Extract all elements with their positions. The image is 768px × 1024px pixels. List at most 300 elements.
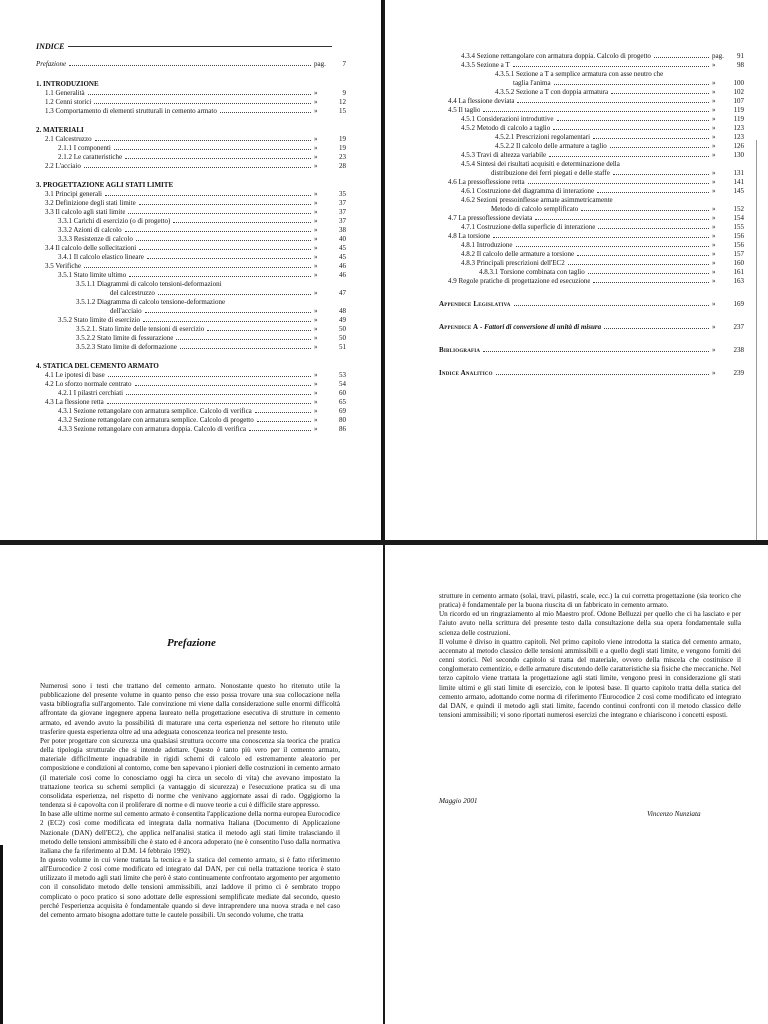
- toc-entry-num: 3.5.2.3: [76, 343, 96, 351]
- toc-entry[interactable]: [36, 107, 346, 116]
- toc-entry-title: Metodo di calcolo a taglio: [476, 124, 551, 132]
- preface-paragraph: strutture in cemento armato (solai, travi, pilastri, scale, ecc.) la cui corretta progettazione (sia teorico che pratica) è fondamentale per la buona riuscita di un fabbricato in cemento armato.: [439, 592, 741, 610]
- toc-entry[interactable]: [439, 214, 744, 223]
- toc-entry-num: 3.3: [45, 208, 54, 216]
- preface-paragraph: In questo volume in cui viene trattata la tecnica e la statica del cemento armato, si è fatto riferimento all'Eurocodice 2 così come modificato ed integrato dal DAN, per cui nella trattazione teorica è stato utilizzato il metodo agli stati limite che però è stato continuamente confrontato argomento per argomento con il consolidato metodo delle tensioni ammissibili, anzi laddove il primo ci è sembrato troppo complicato o poco pratico si sono adottate delle espressioni semplificate mediate dal secondo, questo perché l'esperienza acquisita è fondamentale quando si deve intraprendere una nuova strada e nel caso del cemento armato bisogna adottare tutte le cautele possibili. Un secondo volume, che tratta: [40, 855, 340, 919]
- toc-page-sign: »: [314, 144, 318, 152]
- toc-page-number: 7: [342, 60, 346, 68]
- toc-entry[interactable]: [36, 298, 346, 307]
- toc-entry-title: Lo sforzo normale centrato: [55, 380, 132, 388]
- toc-entry-num: 4.3.2: [58, 416, 72, 424]
- toc-entry-title: Sezione a T: [476, 61, 510, 69]
- toc-leader: [69, 65, 311, 66]
- toc-page-sign: »: [314, 334, 318, 342]
- toc-entry-title: Stato limite ultimo: [73, 271, 127, 279]
- toc-entry-title: Resistenze di calcolo: [73, 235, 133, 243]
- toc-leader: [553, 129, 709, 130]
- toc-entry[interactable]: [36, 235, 346, 244]
- toc-page-sign: »: [314, 244, 318, 252]
- toc-entry-title-2: distribuzione dei ferri piegati e delle staffe: [491, 169, 610, 177]
- toc-entry-num: 4.9: [448, 277, 457, 285]
- toc-leader: [588, 273, 709, 274]
- toc-leader: [513, 66, 709, 67]
- toc-page-number: 47: [339, 289, 346, 297]
- toc-leader: [604, 328, 709, 329]
- toc-entry-title: Diagrammi di calcolo tensioni-deformazioni: [97, 280, 222, 288]
- toc-page-number: 51: [339, 343, 346, 351]
- toc-entry[interactable]: [36, 262, 346, 271]
- toc-chapter-title[interactable]: 3. PROGETTAZIONE AGLI STATI LIMITE: [36, 181, 174, 189]
- index-heading-text: INDICE: [36, 42, 65, 51]
- toc-leader: [129, 276, 311, 277]
- preface-paragraph: In base alle ultime norme sul cemento armato è consentita l'applicazione della norma europea Eurocodice 2 (EC2) così come modificata ed integrata dalla normativa Italiana (Documento di Applicazione Nazionale (DAN) dell'EC2), che applica nell'analisi statica il metodo agli stati limite tralasciando il metodo delle tensioni ammissibili che è stato ed è ancora adoperato (ne è consentito l'uso dalla normativa italiana che fa riferimento al D.M. 14 febbraio 1992).: [40, 810, 340, 855]
- toc-page-sign: »: [314, 190, 318, 198]
- toc-entry-title: Calcestruzzo: [55, 135, 92, 143]
- toc-entry-title: Sintesi dei risultati acquisiti e determinazione della: [476, 160, 620, 168]
- toc-leader: [128, 213, 311, 214]
- toc-entry-title: Carichi di esercizio (o di progetto): [73, 217, 171, 225]
- toc-entry-title: Sezione a T con doppia armatura: [516, 88, 609, 96]
- toc-page-number: 141: [733, 178, 744, 186]
- toc-entry[interactable]: [36, 425, 346, 434]
- toc-entry-num: 3.5.1.1: [76, 280, 96, 288]
- toc-leader: [514, 305, 709, 306]
- toc-appendix-entry[interactable]: [439, 346, 744, 355]
- toc-entry[interactable]: [439, 232, 744, 241]
- toc-entry-continuation[interactable]: [439, 169, 744, 178]
- toc-preface-row[interactable]: [36, 60, 346, 69]
- toc-entry[interactable]: [439, 241, 744, 250]
- toc-entry[interactable]: [36, 253, 346, 262]
- toc-page-sign: »: [712, 169, 716, 177]
- toc-entry-num: 3.1: [45, 190, 54, 198]
- toc-entry-num: 3.5: [45, 262, 54, 270]
- toc-entry-title-2: dell'acciaio: [110, 307, 142, 315]
- toc-entry-num: 3.2: [45, 199, 54, 207]
- toc-leader: [598, 228, 709, 229]
- toc-page-number: 130: [733, 151, 744, 159]
- toc-page-sign: »: [712, 97, 716, 105]
- preface-page-1: [0, 545, 383, 1024]
- toc-leader: [145, 312, 311, 313]
- toc-entry-num: 4.8.3: [461, 259, 475, 267]
- toc-page-sign: »: [712, 88, 716, 96]
- toc-entry-title: Stato limite di fessurazione: [97, 334, 174, 342]
- toc-page-number: 91: [737, 52, 744, 60]
- toc-page-number: 163: [733, 277, 744, 285]
- toc-entry-continuation[interactable]: [439, 205, 744, 214]
- toc-page-number: 169: [733, 300, 744, 308]
- toc-entry-num: 4.5.2.2: [495, 142, 515, 150]
- toc-entry[interactable]: [36, 343, 346, 352]
- toc-entry[interactable]: [36, 398, 346, 407]
- toc-page-sign: »: [712, 323, 716, 331]
- toc-entry[interactable]: [439, 133, 744, 142]
- toc-entry-num: 4.3.5.2: [495, 88, 515, 96]
- toc-entry[interactable]: [36, 190, 346, 199]
- toc-page-sign: »: [712, 232, 716, 240]
- toc-page-sign: »: [314, 425, 318, 433]
- toc-part-1: [36, 60, 346, 434]
- toc-leader: [257, 421, 311, 422]
- toc-entry[interactable]: [36, 162, 346, 171]
- toc-page-sign: pag.: [314, 60, 326, 68]
- toc-leader: [147, 258, 311, 259]
- toc-entry-title-2: taglia l'anima: [513, 79, 551, 87]
- toc-entry-title: Sezione rettangolare con armatura doppia. Calcolo di verifica: [73, 425, 246, 433]
- toc-page-number: 35: [339, 190, 346, 198]
- toc-leader: [496, 374, 709, 375]
- toc-page-sign: »: [314, 416, 318, 424]
- toc-leader: [255, 412, 311, 413]
- toc-entry-title: Sezione rettangolare con armatura semplice. Calcolo di verifica: [73, 407, 252, 415]
- toc-entry[interactable]: [439, 187, 744, 196]
- preface-paragraph: Numerosi sono i testi che trattano del cemento armato. Nonostante questo ho ritenuto utile la pubblicazione del presente volume in quanto penso che esso possa trovare una sua collocazione nella vasta bibliografia sull'argomento. Tale convinzione mi viene dalla considerazione sulle enormi difficoltà affrontate da giovane ingegnere appena laureato nella progettazione esecutiva di strutture in cemento armato, ed avendo avuto la possibilità di maturare una certa esperienza nel settore ho ritenuto utile trasferire questa esperienza oltre ad una adeguata conoscenza teorica nel presente testo.: [40, 682, 340, 736]
- toc-entry[interactable]: [36, 371, 346, 380]
- toc-part-2: [439, 52, 744, 378]
- toc-entry-title: Le caratteristiche: [73, 153, 123, 161]
- toc-page-sign: »: [314, 135, 318, 143]
- toc-entry-title: Azioni di calcolo: [73, 226, 122, 234]
- toc-page-sign: »: [712, 369, 716, 377]
- toc-entry[interactable]: [439, 106, 744, 115]
- toc-page-number: 19: [339, 144, 346, 152]
- toc-entry-num: 3.4: [45, 244, 54, 252]
- toc-page-sign: »: [314, 262, 318, 270]
- index-page-2: [385, 0, 768, 540]
- toc-page-number: 69: [339, 407, 346, 415]
- toc-page-sign: »: [712, 250, 716, 258]
- toc-entry-title: Costruzione del diagramma di interazione: [476, 187, 595, 195]
- toc-page-number: 98: [737, 61, 744, 69]
- toc-entry-num: 4.5: [448, 106, 457, 114]
- toc-page-sign: »: [712, 346, 716, 354]
- toc-page-number: 37: [339, 208, 346, 216]
- toc-entry-title: Generalità: [55, 89, 85, 97]
- preface-text-left: [40, 682, 340, 920]
- toc-entry[interactable]: [36, 98, 346, 107]
- toc-entry-title: Stato limite di deformazione: [97, 343, 177, 351]
- toc-entry[interactable]: [36, 416, 346, 425]
- toc-entry-num: 4.4: [448, 97, 457, 105]
- toc-leader: [114, 149, 311, 150]
- toc-page-sign: »: [314, 289, 318, 297]
- toc-entry-title: Prescrizioni regolamentari: [516, 133, 591, 141]
- toc-entry-num: 3.5.2: [58, 316, 72, 324]
- toc-page-sign: »: [314, 98, 318, 106]
- toc-entry-num: 3.3.2: [58, 226, 72, 234]
- toc-entry-title: Introduzione: [476, 241, 513, 249]
- toc-entry[interactable]: [439, 250, 744, 259]
- toc-appendix-title: Bibliografia: [439, 346, 481, 354]
- toc-entry-num: 4.6.2: [461, 196, 475, 204]
- toc-page-number: 161: [733, 268, 744, 276]
- toc-page-number: 152: [733, 205, 744, 213]
- toc-page-number: 37: [339, 217, 346, 225]
- toc-leader: [173, 222, 311, 223]
- toc-entry-num: 4.8.2: [461, 250, 475, 258]
- toc-entry-num: 4.7.1: [461, 223, 475, 231]
- toc-entry-num: 4.5.3: [461, 151, 475, 159]
- toc-page-sign: »: [712, 106, 716, 114]
- toc-page-number: 46: [339, 271, 346, 279]
- toc-entry[interactable]: [439, 277, 744, 286]
- toc-entry[interactable]: [439, 196, 744, 205]
- toc-page-sign: »: [314, 162, 318, 170]
- toc-entry-title: Diagramma di calcolo tensione-deformazione: [97, 298, 226, 306]
- toc-entry[interactable]: [36, 380, 346, 389]
- toc-entry[interactable]: [36, 153, 346, 162]
- preface-paragraph: Il volume è diviso in quattro capitoli. Nel primo capitolo viene introdotta la statica del cemento armato, accennato al metodo classico delle tensioni ammissibili e a quello degli stati limite, e vengono forniti dei cenni storici. Nel secondo capitolo si tratta del materiale, ovvero della miscela che costituisce il conglomerato cementizio, e delle armature discutendo delle caratteristiche sia fisiche che meccaniche. Nel terzo capitolo viene trattata la progettazione agli stati limite, vengono presi in considerazione gli stati limite ultimi e gli stati limite di esercizio, con le ipotesi base. Il quarto capitolo tratta della statica del cemento armato, adottando come norma di riferimento l'Eurocodice 2 così come modificato ed integrato dal DAN, e quindi il metodo agli stati limite, facendo continui confronti con il metodo classico delle tensioni ammissibili; vi sono riportati numerosi esercizi che integrano e chiariscono i concetti esposti.: [439, 637, 741, 720]
- toc-page-sign: »: [314, 407, 318, 415]
- toc-page-sign: »: [314, 199, 318, 207]
- toc-entry-num: 3.5.2.1.: [76, 325, 97, 333]
- toc-entry[interactable]: [36, 271, 346, 280]
- toc-page-sign: »: [314, 271, 318, 279]
- toc-leader: [483, 111, 709, 112]
- toc-entry-title: Il calcolo elastico lineare: [73, 253, 144, 261]
- toc-leader: [593, 282, 709, 283]
- toc-leader: [95, 140, 311, 141]
- toc-page-sign: »: [712, 187, 716, 195]
- toc-entry-num: 3.5.1.2: [76, 298, 96, 306]
- toc-page-number: 100: [733, 79, 744, 87]
- toc-leader: [176, 339, 311, 340]
- toc-entry[interactable]: [36, 199, 346, 208]
- toc-appendix-subtitle: - Fattori di conversione di unità di misura: [478, 323, 602, 331]
- toc-entry-num: 4.5.1: [461, 115, 475, 123]
- toc-leader: [136, 240, 311, 241]
- toc-leader: [143, 321, 311, 322]
- toc-leader: [108, 376, 311, 377]
- toc-page-sign: »: [314, 226, 318, 234]
- toc-entry-title: Sezioni pressoinflesse armate asimmetricamente: [476, 196, 613, 204]
- toc-page-sign: »: [314, 343, 318, 351]
- toc-entry-num: 4.3.4: [461, 52, 475, 60]
- toc-page-sign: »: [314, 389, 318, 397]
- toc-page-sign: pag.: [712, 52, 724, 60]
- toc-entry-title: La pressoflessione deviata: [458, 214, 533, 222]
- toc-chapter-title[interactable]: 1. INTRODUZIONE: [36, 80, 99, 88]
- toc-entry-continuation[interactable]: [36, 307, 346, 316]
- heading-rule: [68, 46, 332, 47]
- toc-entry-num: 1.1: [45, 89, 54, 97]
- toc-entry-title: Cenni storici: [55, 98, 92, 106]
- toc-entry[interactable]: [36, 226, 346, 235]
- preface-date: Maggio 2001: [439, 797, 478, 805]
- toc-entry-title: Il calcolo delle sollecitazioni: [55, 244, 137, 252]
- toc-page-number: 123: [733, 133, 744, 141]
- toc-chapter-title[interactable]: 2. MATERIALI: [36, 126, 84, 134]
- toc-entry-num: 4.5.4: [461, 160, 475, 168]
- toc-entry-title: Definizione degli stati limite: [55, 199, 136, 207]
- toc-entry-num: 4.2: [45, 380, 54, 388]
- toc-page-number: 119: [733, 115, 744, 123]
- toc-page-sign: »: [314, 380, 318, 388]
- toc-page-number: 160: [733, 259, 744, 267]
- toc-page-sign: »: [314, 325, 318, 333]
- toc-entry-title: La pressoflessione retta: [458, 178, 525, 186]
- toc-entry[interactable]: [439, 142, 744, 151]
- toc-leader: [483, 351, 709, 352]
- toc-page-number: 80: [339, 416, 346, 424]
- toc-entry-title-2: del calcestruzzo: [110, 289, 155, 297]
- toc-entry[interactable]: [36, 280, 346, 289]
- toc-leader: [139, 249, 311, 250]
- toc-preface-title: Prefazione: [36, 60, 67, 68]
- toc-leader: [593, 138, 709, 139]
- toc-entry-num: 3.4.1: [58, 253, 72, 261]
- toc-appendix-entry[interactable]: [439, 300, 744, 309]
- toc-entry[interactable]: [439, 160, 744, 169]
- toc-leader: [207, 330, 311, 331]
- toc-leader: [125, 231, 311, 232]
- toc-leader: [516, 246, 709, 247]
- toc-entry-num: 4.3.5.1: [495, 70, 515, 78]
- page-edge-shadow: [0, 845, 3, 1024]
- toc-entry[interactable]: [439, 259, 744, 268]
- page-fold: [756, 140, 757, 540]
- toc-page-number: 131: [733, 169, 744, 177]
- toc-leader: [125, 158, 311, 159]
- toc-leader: [517, 102, 709, 103]
- toc-entry-num: 4.5.2: [461, 124, 475, 132]
- toc-entry[interactable]: [439, 52, 744, 61]
- toc-page-sign: »: [712, 300, 716, 308]
- toc-entry[interactable]: [439, 151, 744, 160]
- toc-entry-title: La torsione: [458, 232, 491, 240]
- toc-entry-title: Le ipotesi di base: [55, 371, 105, 379]
- toc-entry-title: Stato limite delle tensioni di esercizio: [98, 325, 205, 333]
- toc-entry-continuation[interactable]: [36, 289, 346, 298]
- toc-leader: [568, 264, 709, 265]
- toc-page-number: 237: [733, 323, 744, 331]
- toc-page-sign: »: [314, 153, 318, 161]
- toc-page-sign: »: [712, 241, 716, 249]
- toc-entry-title: Regole pratiche di progettazione ed esecuzione: [458, 277, 591, 285]
- toc-page-number: 102: [733, 88, 744, 96]
- toc-entry-num: 2.1: [45, 135, 54, 143]
- toc-entry[interactable]: [439, 97, 744, 106]
- toc-entry-title: Travi di altezza variabile: [476, 151, 547, 159]
- toc-entry[interactable]: [36, 316, 346, 325]
- toc-page-number: 65: [339, 398, 346, 406]
- toc-entry-num: 4.2.1: [58, 389, 72, 397]
- toc-leader: [180, 348, 311, 349]
- toc-entry[interactable]: [36, 244, 346, 253]
- toc-entry-title: Verifiche: [55, 262, 82, 270]
- preface-author: Vincenzo Nunziata: [647, 810, 701, 818]
- toc-entry[interactable]: [36, 325, 346, 334]
- toc-page-sign: »: [712, 133, 716, 141]
- toc-page-sign: »: [712, 277, 716, 285]
- toc-leader: [135, 385, 312, 386]
- toc-leader: [94, 103, 311, 104]
- preface-paragraph: Un ricordo ed un ringraziamento al mio Maestro prof. Odone Belluzzi per quello che ci ha lasciato e per l'aiuto avuto nella scrittura del presente testo dalla consultazione della sua opera fondamentale sulla scienza delle costruzioni.: [439, 610, 741, 637]
- toc-leader: [249, 430, 311, 431]
- toc-entry-title: Considerazioni introduttive: [476, 115, 554, 123]
- toc-leader: [84, 167, 311, 168]
- toc-leader: [554, 84, 709, 85]
- toc-entry[interactable]: [439, 124, 744, 133]
- toc-entry-title: Comportamento di elementi strutturali in cemento armato: [55, 107, 217, 115]
- toc-entry[interactable]: [439, 70, 744, 79]
- toc-leader: [528, 183, 709, 184]
- toc-entry[interactable]: [439, 268, 744, 277]
- toc-appendix-entry[interactable]: [439, 323, 744, 332]
- toc-page-number: 28: [339, 162, 346, 170]
- toc-entry-title: Costruzione della superficie di interazione: [476, 223, 596, 231]
- toc-page-sign: »: [314, 217, 318, 225]
- toc-entry[interactable]: [439, 88, 744, 97]
- toc-entry-num: 3.5.2.2: [76, 334, 96, 342]
- toc-page-number: 126: [733, 142, 744, 150]
- toc-entry-title: Il calcolo delle armature a torsione: [476, 250, 575, 258]
- toc-entry-num: 4.3.3: [58, 425, 72, 433]
- toc-leader: [107, 403, 311, 404]
- toc-page-number: 157: [733, 250, 744, 258]
- toc-page-number: 15: [339, 107, 346, 115]
- toc-leader: [549, 156, 709, 157]
- toc-entry-num: 3.5.1: [58, 271, 72, 279]
- toc-page-number: 12: [339, 98, 346, 106]
- toc-entry[interactable]: [36, 208, 346, 217]
- preface-page-2: [385, 545, 768, 1024]
- toc-entry[interactable]: [439, 61, 744, 70]
- toc-page-sign: »: [314, 371, 318, 379]
- toc-page-number: 239: [733, 369, 744, 377]
- toc-entry[interactable]: [36, 89, 346, 98]
- toc-entry[interactable]: [36, 389, 346, 398]
- toc-chapter-title[interactable]: 4. STATICA DEL CEMENTO ARMATO: [36, 362, 159, 370]
- toc-page-number: 145: [733, 187, 744, 195]
- toc-page-number: 119: [733, 106, 744, 114]
- toc-page-number: 9: [342, 89, 346, 97]
- toc-entry-title: Sezione rettangolare con armatura semplice. Calcolo di progetto: [73, 416, 254, 424]
- toc-entry-num: 4.6.1: [461, 187, 475, 195]
- toc-entry[interactable]: [439, 115, 744, 124]
- toc-page-number: 45: [339, 244, 346, 252]
- toc-entry[interactable]: [36, 334, 346, 343]
- toc-leader: [493, 237, 709, 238]
- toc-entry-title: I componenti: [73, 144, 111, 152]
- page-edge: [381, 0, 383, 540]
- toc-appendix-entry[interactable]: [439, 369, 744, 378]
- toc-page-number: 54: [339, 380, 346, 388]
- toc-page-sign: »: [712, 268, 716, 276]
- toc-entry[interactable]: [439, 178, 744, 187]
- toc-entry-continuation[interactable]: [439, 79, 744, 88]
- toc-entry-num: 4.1: [45, 371, 54, 379]
- toc-entry-num: 2.1.1: [58, 144, 72, 152]
- toc-page-sign: »: [712, 142, 716, 150]
- toc-page-number: 154: [733, 214, 744, 222]
- toc-entry[interactable]: [36, 217, 346, 226]
- toc-entry-num: 4.3: [45, 398, 54, 406]
- toc-entry-num: 4.8.3.1: [479, 268, 499, 276]
- toc-page-number: 50: [339, 325, 346, 333]
- toc-entry-num: 4.5.2.1: [495, 133, 515, 141]
- toc-entry[interactable]: [36, 407, 346, 416]
- toc-entry-title: Principi generali: [55, 190, 102, 198]
- toc-page-sign: »: [712, 124, 716, 132]
- toc-entry[interactable]: [36, 144, 346, 153]
- toc-entry[interactable]: [439, 223, 744, 232]
- toc-leader: [105, 195, 311, 196]
- toc-page-number: 45: [339, 253, 346, 261]
- toc-entry[interactable]: [36, 135, 346, 144]
- toc-entry-num: 3.3.1: [58, 217, 72, 225]
